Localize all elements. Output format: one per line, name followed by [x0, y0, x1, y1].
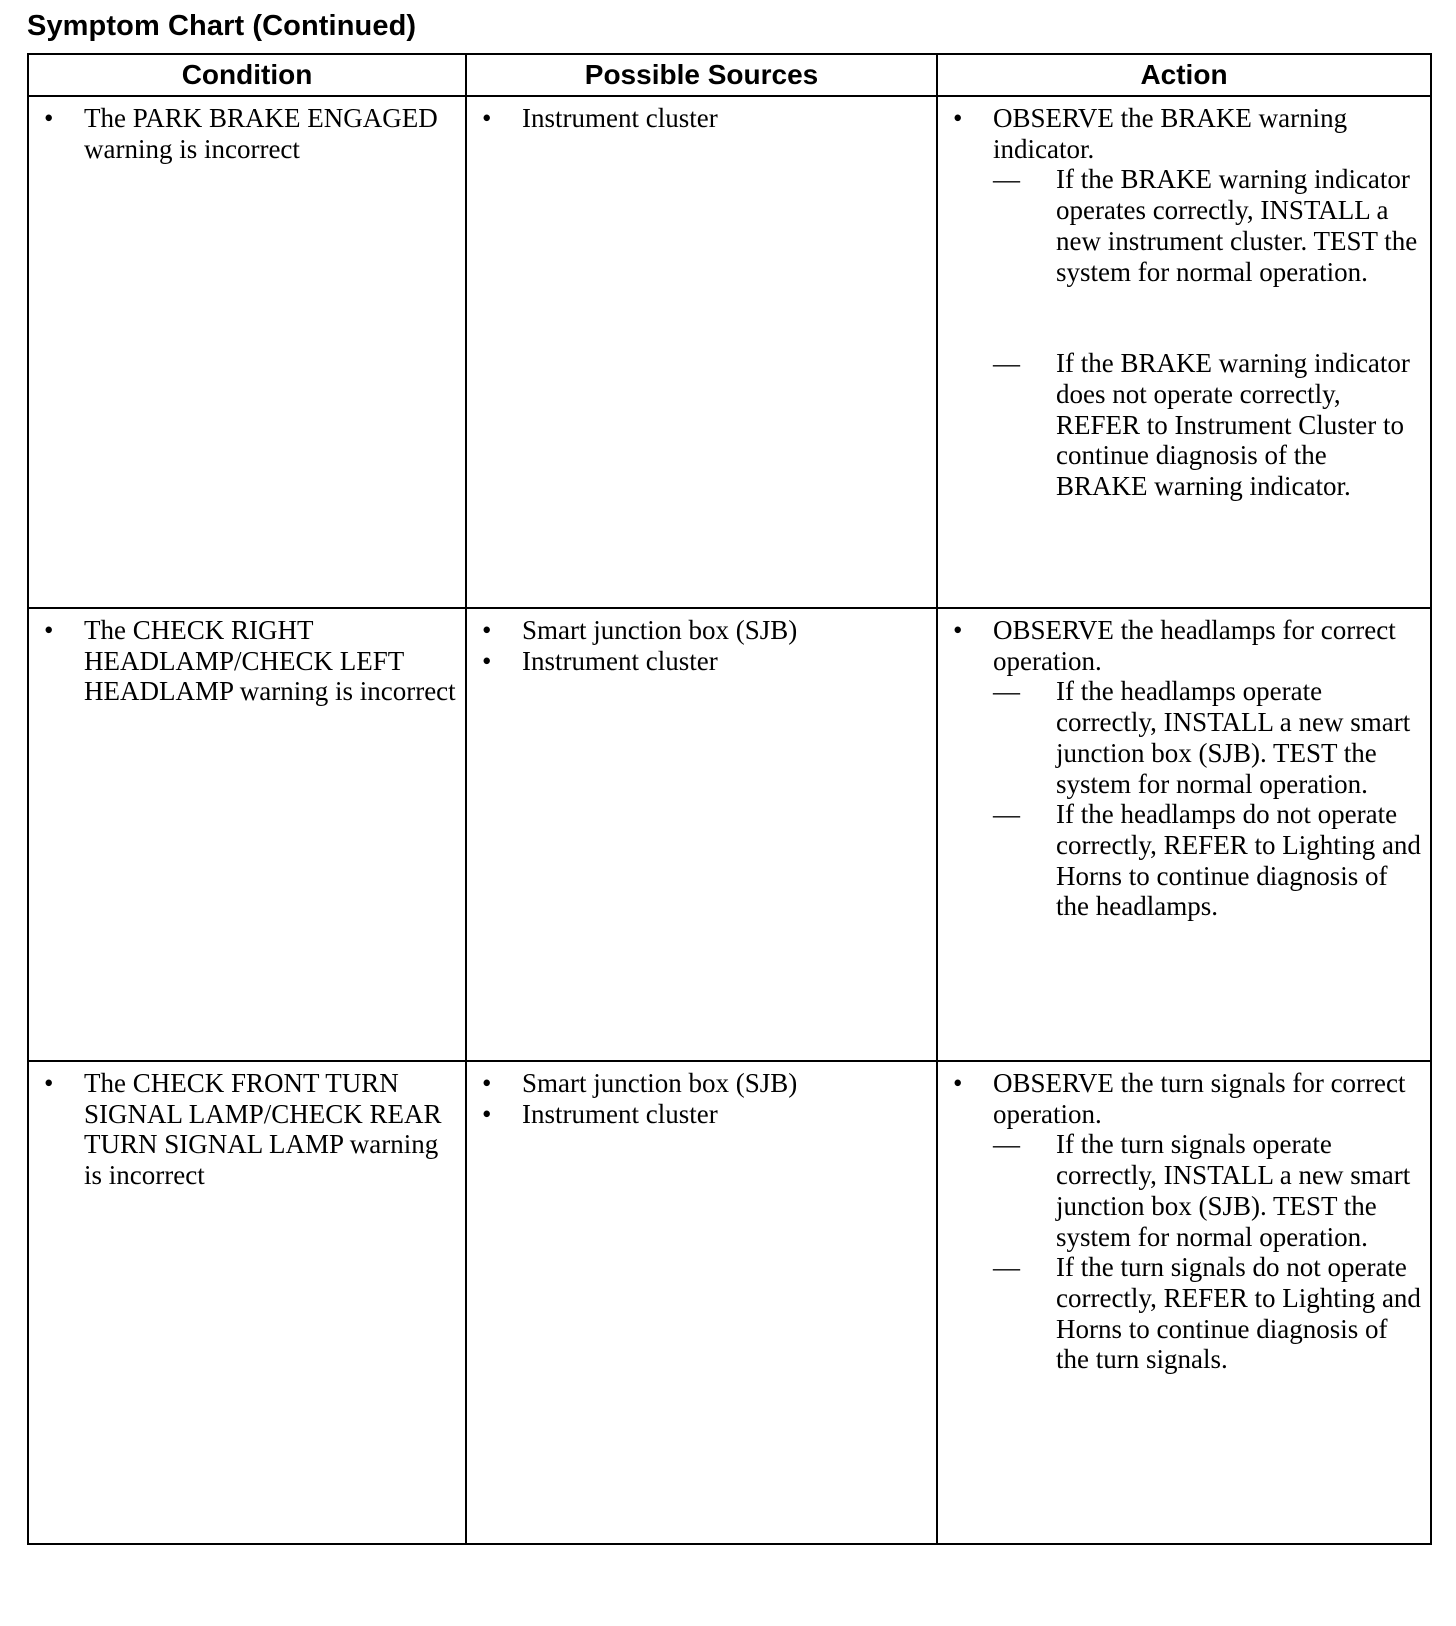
- action-cell: [937, 608, 1431, 1061]
- action-sub-text: If the turn signals operate correctly, INSTALL a new smart junction box (SJB). TEST the system for normal operation.: [1056, 1129, 1411, 1252]
- dash-icon: —: [993, 1252, 1020, 1283]
- condition-cell: [28, 96, 466, 608]
- dash-icon: —: [993, 348, 1020, 379]
- bullet-icon: •: [44, 103, 54, 133]
- source-text: Smart junction box (SJB): [522, 615, 798, 645]
- action-sub-text: If the BRAKE warning indicator does not operate correctly, REFER to Instrument Cluster to continue diagnosis of the BRAKE warning indicator.: [1056, 348, 1410, 502]
- source-item: [467, 1099, 936, 1130]
- action-sub-text: If the headlamps do not operate correctly, REFER to Lighting and Horns to continue diagnosis of the headlamps.: [1056, 799, 1421, 922]
- bullet-icon: •: [953, 615, 963, 645]
- source-item: [467, 646, 936, 677]
- possible-sources-header: Possible Sources: [466, 54, 937, 96]
- condition-item: [29, 1068, 465, 1191]
- dash-icon: —: [993, 799, 1020, 830]
- bullet-icon: •: [953, 103, 963, 133]
- bullet-icon: •: [482, 1068, 492, 1098]
- source-text: Instrument cluster: [522, 645, 718, 676]
- action-sub-item: [938, 348, 1430, 502]
- condition-cell: [28, 1061, 466, 1544]
- action-cell: [937, 96, 1431, 608]
- sources-cell: [466, 96, 937, 608]
- action-text: OBSERVE the headlamps for correct operation.: [993, 615, 1396, 676]
- sources-cell: [466, 608, 937, 1061]
- source-item: [467, 1068, 936, 1099]
- action-text: OBSERVE the BRAKE warning indicator.: [993, 103, 1348, 164]
- bullet-icon: •: [482, 103, 492, 133]
- sources-cell: [466, 1061, 937, 1544]
- action-sub-text: If the turn signals do not operate correctly, REFER to Lighting and Horns to continue diagnosis of the turn signals.: [1056, 1252, 1421, 1375]
- source-text: Smart junction box (SJB): [522, 1068, 798, 1098]
- condition-text: The CHECK FRONT TURN SIGNAL LAMP/CHECK REAR TURN SIGNAL LAMP warning is incorrect: [84, 1068, 442, 1191]
- condition-header: Condition: [28, 54, 466, 96]
- action-sub-item: [938, 676, 1430, 799]
- source-item: [467, 615, 936, 646]
- condition-cell: [28, 608, 466, 1061]
- bullet-icon: •: [482, 615, 492, 645]
- action-sub-item: [938, 1129, 1430, 1252]
- bullet-icon: •: [44, 1068, 54, 1098]
- condition-text: The CHECK RIGHT HEADLAMP/CHECK LEFT HEADLAMP warning is incorrect: [84, 615, 456, 707]
- source-text: Instrument cluster: [522, 103, 718, 133]
- condition-item: [29, 615, 465, 707]
- condition-item: [29, 103, 465, 164]
- action-cell: [937, 1061, 1431, 1544]
- action-sub-item: [938, 164, 1430, 287]
- bullet-icon: •: [953, 1068, 963, 1098]
- action-sub-text: If the headlamps operate correctly, INSTALL a new smart junction box (SJB). TEST the system for normal operation.: [1056, 676, 1411, 799]
- action-item: [938, 615, 1430, 676]
- action-sub-item: [938, 799, 1430, 922]
- table-row: [28, 96, 1431, 608]
- bullet-icon: •: [482, 645, 492, 676]
- table-row: [28, 1061, 1431, 1544]
- condition-text: The PARK BRAKE ENGAGED warning is incorrect: [84, 103, 438, 164]
- dash-icon: —: [993, 164, 1020, 195]
- dash-icon: —: [993, 676, 1020, 707]
- action-text: OBSERVE the turn signals for correct operation.: [993, 1068, 1406, 1129]
- source-item: [467, 103, 936, 134]
- action-item: [938, 1068, 1430, 1129]
- action-header: Action: [937, 54, 1431, 96]
- action-sub-text: If the BRAKE warning indicator operates correctly, INSTALL a new instrument cluster. TEST the system for normal operation.: [1056, 164, 1418, 287]
- symptom-chart-table: [27, 53, 1432, 1545]
- action-item: [938, 103, 1430, 164]
- source-text: Instrument cluster: [522, 1098, 718, 1129]
- bullet-icon: •: [44, 615, 54, 645]
- action-sub-item: [938, 1252, 1430, 1375]
- header-row: [28, 54, 1431, 96]
- bullet-icon: •: [482, 1098, 492, 1129]
- page-title: Symptom Chart (Continued): [27, 10, 417, 42]
- table-row: [28, 608, 1431, 1061]
- dash-icon: —: [993, 1129, 1020, 1160]
